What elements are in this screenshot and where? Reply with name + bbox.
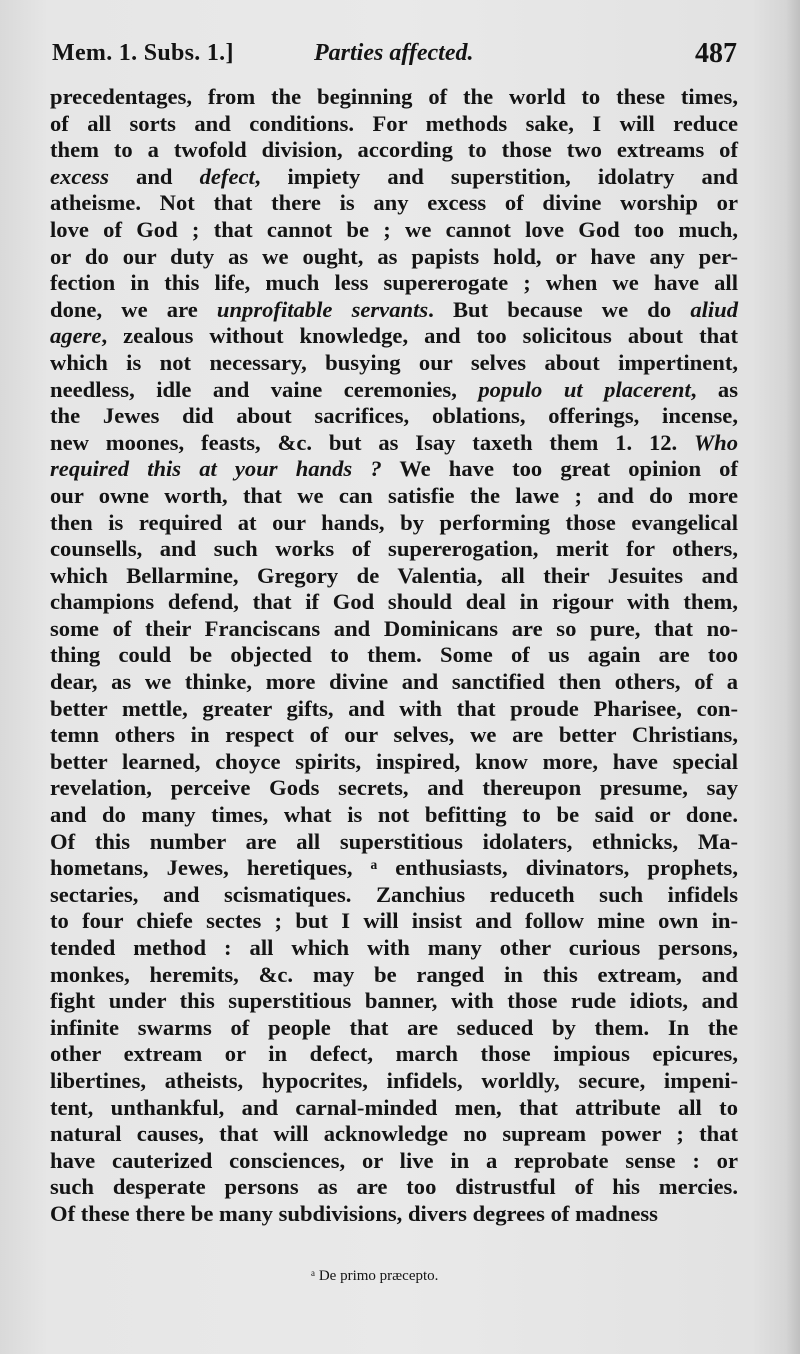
text-line — [50, 696, 738, 723]
text-segment: monkes, heremits, &c. may be ranged in this extream, and — [50, 961, 738, 987]
text-segment: to four chiefe sectes ; but I will insist and follow mine own in- — [50, 908, 738, 934]
text-segment: Of these there be many subdivisions, divers degrees of madness — [50, 1200, 658, 1226]
text-segment: counsells, and such works of supererogation, merit for others, — [50, 536, 738, 562]
text-segment: sectaries, and scismatiques. Zanchius reduceth such infidels — [50, 881, 738, 907]
italic-text: required this at your hands ? — [50, 456, 382, 482]
text-segment: . But because we do — [428, 296, 691, 322]
text-line — [50, 536, 738, 563]
text-segment: them to a twofold division, according to those two extreams of — [50, 137, 738, 163]
italic-text: defect — [199, 163, 255, 189]
page-number: 487 — [695, 38, 737, 69]
text-line — [50, 1174, 738, 1201]
text-segment: and do many times, what is not befitting to be said or done. — [50, 802, 738, 828]
text-segment: infinite swarms of people that are seduced by them. In the — [50, 1014, 738, 1040]
text-line — [50, 775, 738, 802]
text-line — [50, 190, 738, 217]
text-line — [50, 217, 738, 244]
text-line — [50, 403, 738, 430]
text-segment: atheisme. Not that there is any excess of divine worship or — [50, 190, 738, 216]
text-line — [50, 164, 738, 191]
text-segment: dear, as we thinke, more divine and sanctified then others, of a — [50, 669, 738, 695]
text-segment: tent, unthankful, and carnal-minded men, that attribute all to — [50, 1094, 738, 1120]
text-segment: love of God ; that cannot be ; we cannot love God too much, — [50, 216, 738, 242]
text-segment: hometans, Jewes, heretiques, ᵃ enthusiasts, divinators, prophets, — [50, 855, 738, 881]
text-segment: better learned, choyce spirits, inspired, know more, have special — [50, 748, 738, 774]
text-line — [50, 563, 738, 590]
body-text — [50, 84, 738, 1228]
text-line — [50, 297, 738, 324]
text-segment: temn others in respect of our selves, we are better Christians, — [50, 722, 738, 748]
italic-text: aliud — [690, 296, 739, 322]
text-segment: other extream or in defect, march those impious epicures, — [50, 1041, 738, 1067]
italic-text: populo ut placerent — [478, 376, 691, 402]
text-segment: then is required at our hands, by performing those evangelical — [50, 509, 738, 535]
text-line — [50, 270, 738, 297]
running-title: Parties affected. — [314, 40, 474, 66]
text-segment: better mettle, greater gifts, and with that proude Pharisee, con- — [50, 695, 738, 721]
text-segment: done, we are — [50, 296, 217, 322]
text-segment: such desperate persons as are too distrustful of his mercies. — [50, 1174, 738, 1200]
text-line — [50, 244, 738, 271]
text-segment: fection in this life, much less supererogate ; when we have all — [50, 270, 738, 296]
text-segment: our owne worth, that we can satisfie the lawe ; and do more — [50, 482, 738, 508]
text-segment: new moones, feasts, &c. but as Isay taxeth them 1. 12. — [50, 429, 695, 455]
text-segment: , as — [690, 376, 738, 402]
text-line — [50, 616, 738, 643]
scan-shadow — [786, 0, 800, 1354]
italic-text: Who — [694, 429, 738, 455]
text-line — [50, 589, 738, 616]
text-line — [50, 642, 738, 669]
footnote: ᵃ De primo præcepto. — [311, 1268, 439, 1284]
italic-text: agere — [50, 323, 102, 349]
text-line — [50, 1095, 738, 1122]
text-line — [50, 908, 738, 935]
text-line — [50, 749, 738, 776]
text-line — [50, 829, 738, 856]
text-line — [50, 988, 738, 1015]
text-segment: libertines, atheists, hypocrites, infidels, worldly, secure, impeni- — [50, 1067, 738, 1093]
text-line — [50, 1068, 738, 1095]
text-line — [50, 1041, 738, 1068]
text-line — [50, 430, 738, 457]
text-line — [50, 962, 738, 989]
text-line — [50, 669, 738, 696]
text-segment: the Jewes did about sacrifices, oblations, offerings, incense, — [50, 403, 738, 429]
text-segment: champions defend, that if God should deal in rigour with them, — [50, 589, 738, 615]
text-segment: some of their Franciscans and Dominicans are so pure, that no- — [50, 615, 738, 641]
text-line — [50, 1148, 738, 1175]
text-segment: natural causes, that will acknowledge no supream power ; that — [50, 1121, 738, 1147]
text-segment: or do our duty as we ought, as papists hold, or have any per- — [50, 243, 738, 269]
text-segment: which Bellarmine, Gregory de Valentia, all their Jesuites and — [50, 562, 738, 588]
text-line — [50, 483, 738, 510]
text-line — [50, 722, 738, 749]
text-segment: of all sorts and conditions. For methods sake, I will reduce — [50, 110, 738, 136]
text-line — [50, 1201, 738, 1228]
italic-text: excess — [50, 163, 109, 189]
text-segment: have cauterized consciences, or live in a reprobate sense : or — [50, 1147, 738, 1173]
text-line — [50, 137, 738, 164]
section-reference: Mem. 1. Subs. 1.] — [52, 40, 234, 66]
running-header — [52, 36, 737, 76]
text-line — [50, 935, 738, 962]
text-segment: Of this number are all superstitious idolaters, ethnicks, Ma- — [50, 828, 738, 854]
text-line — [50, 111, 738, 138]
text-segment: thing could be objected to them. Some of us again are too — [50, 642, 738, 668]
text-segment: fight under this superstitious banner, with those rude idiots, and — [50, 988, 738, 1014]
text-segment: We have too great opinion of — [381, 456, 738, 482]
text-line — [50, 350, 738, 377]
text-line — [50, 1121, 738, 1148]
text-segment: precedentages, from the beginning of the world to these times, — [50, 84, 738, 109]
text-line — [50, 456, 738, 483]
italic-text: unprofitable servants — [216, 296, 429, 322]
text-line — [50, 1015, 738, 1042]
text-segment: tended method : all which with many other curious persons, — [50, 935, 738, 960]
text-line — [50, 802, 738, 829]
text-line — [50, 84, 738, 111]
text-segment: revelation, perceive Gods secrets, and thereupon presume, say — [50, 775, 738, 801]
text-line — [50, 510, 738, 537]
text-line — [50, 377, 738, 404]
text-segment: , zealous without knowledge, and too solicitous about that — [101, 323, 738, 349]
text-segment: which is not necessary, busying our selves about impertinent, — [50, 349, 738, 375]
text-line — [50, 882, 738, 909]
text-segment: needless, idle and vaine ceremonies, — [50, 376, 479, 402]
text-line — [50, 855, 738, 882]
text-segment: , impiety and superstition, idolatry and — [254, 163, 738, 189]
text-line — [50, 323, 738, 350]
text-segment: and — [108, 163, 200, 189]
